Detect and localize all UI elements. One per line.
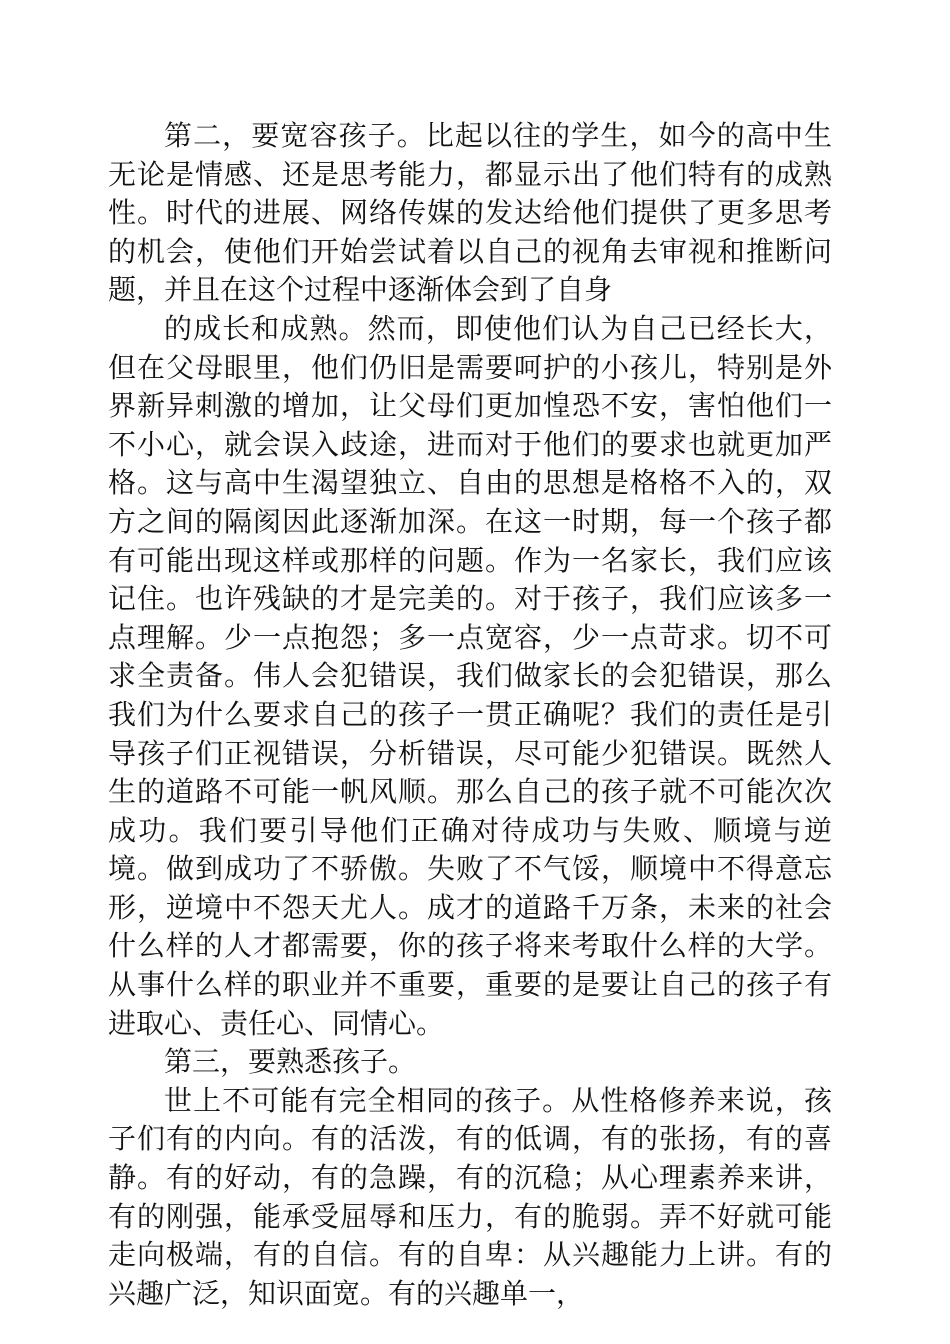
- paragraph-tolerance-detail: 的成长和成熟。然而，即使他们认为自己已经长大，但在父母眼里，他们仍旧是需要呵护的小孩儿，特别是外界新异刺激的增加，让父母们更加惶恐不安，害怕他们一不小心，就会误入歧途，进而对于他们的要求也就更加严格。这与高中生渴望独立、自由的思想是格格不入的，双方之间的隔阂因此逐渐加深。在这一时期，每一个孩子都有可能出现这样或那样的问题。作为一名家长，我们应该记住。也许残缺的才是完美的。对于孩子，我们应该多一点理解。少一点抱怨；多一点宽容，少一点苛求。切不可求全责备。伟人会犯错误，我们做家长的会犯错误，那么我们为什么要求自己的孩子一贯正确呢？我们的责任是引导孩子们正视错误，分析错误，尽可能少犯错误。既然人生的道路不可能一帆风顺。那么自己的孩子就不可能次次成功。我们要引导他们正确对待成功与失败、顺境与逆境。做到成功了不骄傲。失败了不气馁，顺境中不得意忘形，逆境中不怨天尤人。成才的道路千万条，未来的社会什么样的人才都需要，你的孩子将来考取什么样的大学。从事什么样的职业并不重要，重要的是要让自己的孩子有进取心、责任心、同情心。: [108, 311, 832, 1040]
- paragraph-tolerance-intro: 第二，要宽容孩子。比起以往的学生，如今的高中生无论是情感、还是思考能力，都显示出了他们特有的成熟性。时代的进展、网络传媒的发达给他们提供了更多思考的机会，使他们开始尝试着以自己的视角去审视和推断问题，并且在这个过程中逐渐体会到了自身: [108, 119, 832, 307]
- paragraph-know-child-heading: 第三，要熟悉孩子。: [164, 1045, 417, 1079]
- document-body: [108, 117, 832, 1313]
- paragraph-child-differences: 世上不可能有完全相同的孩子。从性格修养来说，孩子们有的内向。有的活泼，有的低调，有的张扬，有的喜静。有的好动，有的急躁，有的沉稳；从心理素养来讲，有的刚强，能承受屈辱和压力，有的脆弱。弄不好就可能走向极端，有的自信。有的自卑：从兴趣能力上讲。有的兴趣广泛，知识面宽。有的兴趣单一，: [108, 1083, 832, 1310]
